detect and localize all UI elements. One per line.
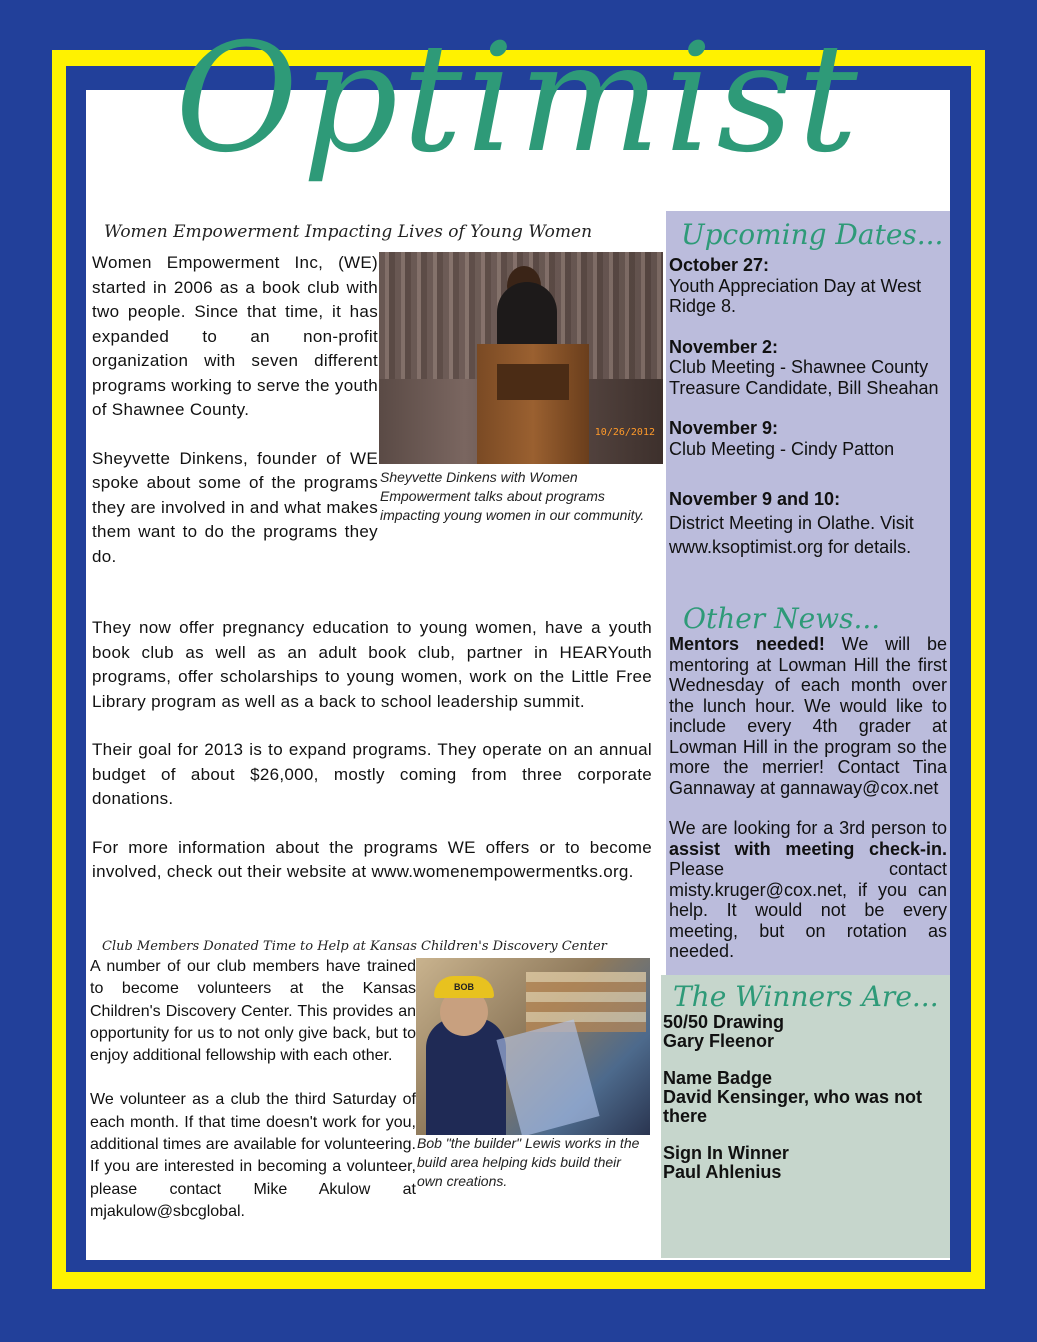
article1-bottom-text [92, 616, 652, 909]
check-in-paragraph [669, 818, 947, 962]
upcoming-date: November 9: [669, 418, 779, 438]
upcoming-item [669, 418, 947, 459]
article2-headline: Club Members Donated Time to Help at Kansas Children's Discovery Center [102, 939, 607, 954]
article1-para3: They now offer pregnancy education to young women, have a youth book club as well as an adult book club, partner in HEARYouth programs, offer scholarships to young women, work on the Little Free Library program as well as a back to school leadership summit. [92, 618, 652, 711]
winner-name: Gary Fleenor [663, 1031, 775, 1051]
upcoming-text: Club Meeting - Shawnee County Treasure Candidate, Bill Sheahan [669, 357, 939, 398]
article1-headline: Women Empowerment Impacting Lives of Young Women [104, 222, 593, 242]
check-in-details: Please contact misty.kruger@cox.net, if you can help. It would not be every meeting, but on rotation as needed. [669, 859, 947, 961]
article1-para4: Their goal for 2013 is to expand programs. They operate on an annual budget of about $26,000, mostly coming from three corporate donations. [92, 740, 652, 808]
winner-name: David Kensinger, who was not there [663, 1087, 923, 1126]
mentors-details: We will be mentoring at Lowman Hill the first Wednesday of each month over the lunch hour. We would like to include every 4th grader at Lowman Hill in the program so the more the merrier! Contact Tina Gannaway at gannaway@cox.net [669, 634, 947, 798]
upcoming-text: District Meeting in Olathe. Visit www.ksoptimist.org for details. [669, 513, 914, 557]
article1-top-text [92, 251, 378, 593]
upcoming-list [669, 255, 947, 579]
upcoming-item [669, 487, 947, 559]
winners-heading: The Winners Are... [673, 980, 939, 1013]
article1-para1: Women Empowerment Inc, (WE) started in 2006 as a book club with two people. Since that time, it has expanded to an non-profit organization with seven different programs working to serve the youth of Shawnee County. [92, 253, 378, 419]
article1-para5: For more information about the programs WE offers or to become involved, check out their website at www.womenempowermentks.org. [92, 837, 652, 881]
article1-para2: Sheyvette Dinkens, founder of WE spoke about some of the programs they are involved in and what makes them want to do the programs they do. [92, 448, 378, 566]
winner-entry [663, 1069, 948, 1126]
check-in-bold: assist with meeting check-in. [669, 838, 947, 859]
podium-plaque [497, 364, 569, 400]
check-in-intro: We are looking for a 3rd person to [669, 818, 947, 838]
mentors-paragraph [669, 634, 947, 798]
article2-para1: A number of our club members have trained to become volunteers at the Kansas Children's Discovery Center. This provides an opportunity for us to not only give back, but to enjoy additional fellowship with each other. [90, 958, 416, 1065]
upcoming-date: October 27: [669, 255, 770, 275]
article1-photo [379, 252, 663, 464]
article2-photo [416, 958, 650, 1135]
upcoming-heading: Upcoming Dates... [681, 218, 944, 251]
motion-blur [496, 1019, 599, 1135]
other-news-heading: Other News... [683, 602, 881, 635]
winner-entry [663, 1144, 948, 1182]
upcoming-date: November 2: [669, 336, 779, 357]
winner-title: 50/50 Drawing [663, 1012, 785, 1032]
shelf-background [526, 972, 646, 1032]
upcoming-date: November 9 and 10: [669, 489, 841, 509]
upcoming-item [669, 255, 947, 317]
winner-title: Sign In Winner [663, 1143, 789, 1163]
article2-photo-caption: Bob "the builder" Lewis works in the build area helping kids build their own creations. [417, 1135, 640, 1189]
mentors-needed-label: Mentors needed! [669, 634, 825, 654]
other-news-text [669, 634, 947, 982]
article2-text [90, 956, 416, 1247]
winners-list [663, 1013, 948, 1200]
winner-name: Paul Ahlenius [663, 1162, 782, 1182]
upcoming-text: Youth Appreciation Day at West Ridge 8. [669, 275, 922, 316]
winner-title: Name Badge [663, 1068, 773, 1088]
article2-para2: We volunteer as a club the third Saturday of each month. If that time doesn't work for you, additional times are available for volunteering. If you are interested in becoming a volunteer, please contact Mike Akulow at mjakulow@sbcglobal. [90, 1091, 416, 1220]
photo-date-stamp: 10/26/2012 [594, 427, 655, 438]
upcoming-item [669, 337, 947, 399]
speaker-figure [497, 282, 557, 352]
upcoming-text: Club Meeting - Cindy Patton [669, 438, 895, 459]
masthead-title: Optimist [175, 12, 862, 186]
winner-entry [663, 1013, 948, 1051]
article1-photo-caption: Sheyvette Dinkens with Women Empowerment talks about programs impacting young women in our community. [380, 469, 645, 523]
podium [477, 344, 589, 464]
hard-hat: BOB [434, 976, 494, 998]
